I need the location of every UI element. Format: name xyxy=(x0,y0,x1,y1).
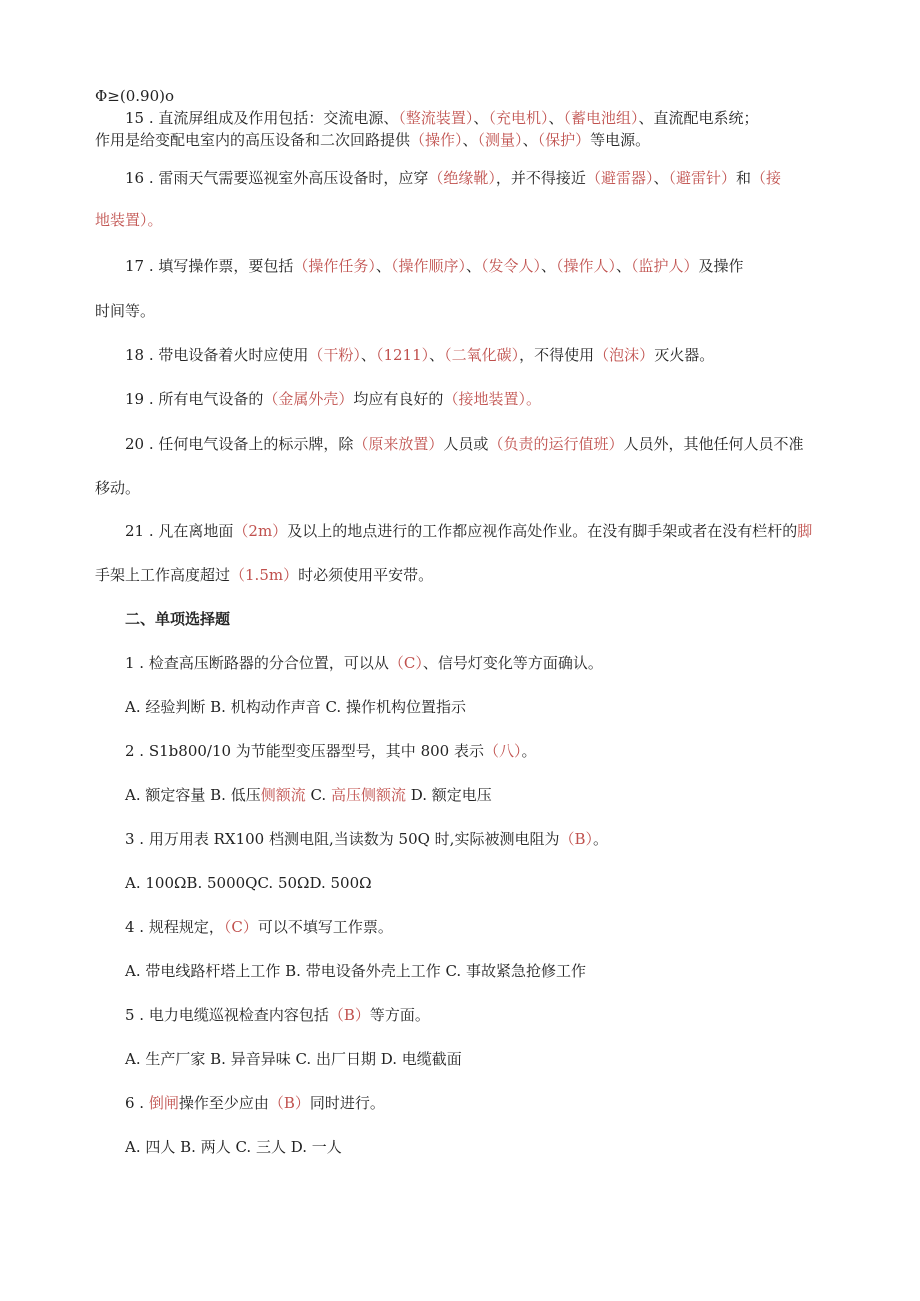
line-text: 等电源。 xyxy=(590,131,651,149)
answer-text: （二氧化碳） xyxy=(444,346,520,364)
line-text: 同时进行。 xyxy=(309,1094,385,1112)
options-line xyxy=(125,1137,342,1157)
text-line xyxy=(125,108,759,128)
line-text: A. 生产厂家 B. 异音异味 C. 出厂日期 D. 电缆截面 xyxy=(125,1050,462,1068)
line-text: 、 xyxy=(540,257,556,275)
line-text: 、直流配电系统； xyxy=(638,109,759,127)
line-text: A. 额定容量 B. 低压 xyxy=(125,786,261,804)
answer-text: 脚 xyxy=(797,522,813,540)
text-line xyxy=(125,389,541,409)
line-text: 21 . 凡在离地面 xyxy=(125,522,234,540)
answer-text: （C） xyxy=(223,918,258,936)
answer-text: （避雷器） xyxy=(585,169,654,187)
line-text: 、 xyxy=(465,257,481,275)
answer-text: （操作任务） xyxy=(293,257,376,275)
line-text: A. 带电线路杆塔上工作 B. 带电设备外壳上工作 C. 事故紧急抢修工作 xyxy=(125,962,586,980)
text-line xyxy=(95,301,155,321)
line-text: 2 . S1b800/10 为节能型变压器型号，其中 800 表示 xyxy=(125,742,484,760)
line-text: 手架上工作高度超过 xyxy=(95,566,231,584)
line-text: 。 xyxy=(521,742,537,760)
line-text: 20 . 任何电气设备上的标示牌，除 xyxy=(125,435,354,453)
options-line xyxy=(125,1049,462,1069)
line-text: 时间等。 xyxy=(95,302,156,320)
answer-text: （1211） xyxy=(375,346,430,364)
answer-text: （保护） xyxy=(537,131,591,149)
line-text: 、 xyxy=(375,257,391,275)
line-text: 等方面。 xyxy=(369,1006,430,1024)
line-text: A. 经验判断 B. 机构动作声音 C. 操作机构位置指示 xyxy=(125,698,466,716)
line-text: 及操作 xyxy=(698,257,744,275)
line-text: 人员外，其他任何人员不准 xyxy=(623,435,804,453)
line-text: 6 . xyxy=(125,1094,149,1112)
line-text: 灭火器。 xyxy=(654,346,715,364)
answer-text: （金属外壳） xyxy=(263,390,354,408)
line-text: 16 . 雷雨天气需要巡视室外高压设备时，应穿 xyxy=(125,169,429,187)
answer-text: 高压侧额流 xyxy=(330,786,406,804)
text-line xyxy=(125,434,803,454)
line-text: ，并不得接近 xyxy=(495,169,586,187)
answer-text: （B） xyxy=(328,1006,370,1024)
line-text: 、 xyxy=(616,257,632,275)
line-text: ，不得使用 xyxy=(519,346,595,364)
answer-text: （避雷针） xyxy=(668,169,736,187)
answer-text: （操作顺序） xyxy=(390,257,466,275)
text-line xyxy=(125,521,812,541)
answer-text: （接地装置）。 xyxy=(443,390,541,408)
answer-text: （测量） xyxy=(477,131,523,149)
line-text: 、 xyxy=(548,109,564,127)
line-text: 。 xyxy=(592,830,608,848)
line-text: 3 . 用万用表 RX100 档测电阻,当读数为 50Q 时,实际被测电阻为 xyxy=(125,830,560,848)
line-text: 二、单项选择题 xyxy=(125,610,231,628)
question-line xyxy=(125,653,603,673)
answer-text: （B） xyxy=(268,1094,310,1112)
answer-text: （负责的运行值班） xyxy=(488,435,624,453)
text-line xyxy=(95,130,650,150)
line-text: 、 xyxy=(653,169,669,187)
text-line xyxy=(95,478,140,498)
section-heading xyxy=(125,609,230,629)
answer-text: （蓄电池组） xyxy=(563,109,639,127)
line-text: 可以不填写工作票。 xyxy=(257,918,393,936)
line-text: 人员或 xyxy=(443,435,489,453)
answer-text: （操作） xyxy=(410,131,463,149)
answer-text: （八） xyxy=(483,742,522,760)
answer-text: （原来放置） xyxy=(353,435,444,453)
line-text: 、 xyxy=(522,131,538,149)
line-text: C. xyxy=(305,786,331,804)
line-text: 1 . 检查高压断路器的分合位置，可以从 xyxy=(125,654,389,672)
line-text: Φ≥(0.90)o xyxy=(95,87,174,105)
text-line xyxy=(95,210,163,230)
options-line xyxy=(125,697,466,717)
line-text: D. 额定电压 xyxy=(405,786,492,804)
text-line xyxy=(95,86,174,106)
question-line xyxy=(125,1093,385,1113)
answer-text: （发令人） xyxy=(480,257,541,275)
options-line xyxy=(125,961,586,981)
line-text: 时必须使用平安带。 xyxy=(298,566,434,584)
question-line xyxy=(125,917,393,937)
answer-text: （绝缘靴） xyxy=(428,169,496,187)
line-text: 均应有良好的 xyxy=(353,390,444,408)
text-line xyxy=(125,256,744,276)
answer-text: 倒闸 xyxy=(148,1094,179,1112)
text-line xyxy=(125,168,781,188)
answer-text: （整流装置） xyxy=(398,109,474,127)
answer-text: （操作人） xyxy=(556,257,617,275)
answer-text: （干粉） xyxy=(308,346,361,364)
line-text: 、 xyxy=(462,131,478,149)
answer-text: （2m） xyxy=(233,522,288,540)
answer-text: （B） xyxy=(559,830,593,848)
line-text: 15 . 直流屏组成及作用包括：交流电源、 xyxy=(125,109,399,127)
line-text: 及以上的地点进行的工作都应视作高处作业。在没有脚手架或者在没有栏杆的 xyxy=(287,522,798,540)
options-line xyxy=(125,873,372,893)
options-line xyxy=(125,785,492,805)
answer-text: （1.5m） xyxy=(230,566,299,584)
answer-text: 侧额流 xyxy=(260,786,306,804)
answer-text: （监护人） xyxy=(631,257,699,275)
text-line xyxy=(95,565,433,585)
line-text: 18 . 带电设备着火时应使用 xyxy=(125,346,309,364)
line-text: 17 . 填写操作票，要包括 xyxy=(125,257,294,275)
answer-text: （C） xyxy=(388,654,423,672)
line-text: 、信号灯变化等方面确认。 xyxy=(422,654,603,672)
answer-text: （充电机） xyxy=(488,109,549,127)
question-line xyxy=(125,741,537,761)
line-text: 19 . 所有电气设备的 xyxy=(125,390,264,408)
line-text: 和 xyxy=(735,169,751,187)
answer-text: （接 xyxy=(751,169,782,187)
line-text: 操作至少应由 xyxy=(178,1094,269,1112)
line-text: 4 . 规程规定， xyxy=(125,918,224,936)
answer-text: （泡沫） xyxy=(594,346,655,364)
line-text: 、 xyxy=(473,109,489,127)
line-text: 5 . 电力电缆巡视检查内容包括 xyxy=(125,1006,329,1024)
line-text: 、 xyxy=(360,346,376,364)
line-text: 作用是给变配电室内的高压设备和二次回路提供 xyxy=(95,131,411,149)
line-text: A. 100ΩB. 5000QC. 50ΩD. 500Ω xyxy=(125,874,372,892)
line-text: 、 xyxy=(429,346,445,364)
question-line xyxy=(125,1005,430,1025)
text-line xyxy=(125,345,714,365)
line-text: 移动。 xyxy=(95,479,141,497)
line-text: A. 四人 B. 两人 C. 三人 D. 一人 xyxy=(125,1138,342,1156)
answer-text: 地装置）。 xyxy=(95,211,163,229)
question-line xyxy=(125,829,608,849)
